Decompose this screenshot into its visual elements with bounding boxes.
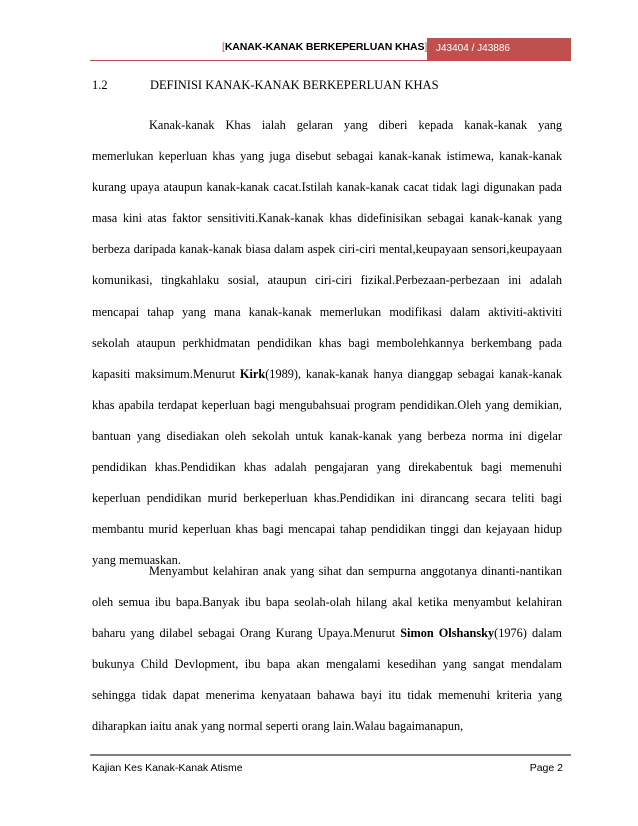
header-divider xyxy=(90,60,571,61)
paragraph-2-author: Simon Olshansky xyxy=(400,626,495,641)
footer-document-title: Kajian Kes Kanak-Kanak Atisme xyxy=(92,762,243,774)
body-paragraph-2 xyxy=(92,556,562,743)
paragraph-1-text-a: Kanak-kanak Khas ialah gelaran yang diberi kepada kanak-kanak yang memerlukan keperluan khas yang juga disebut sebagai kanak-kanak istimewa, kanak-kanak kurang upaya ataupun kanak-kanak cacat.Istilah kanak-kanak cacat tidak lagi digunakan pada masa kini atas faktor sensitiviti.Kanak-kanak khas didefinisikan sebagai kanak-kanak yang berbeza daripada kanak-kanak biasa dalam aspek ciri-ciri mental,keupayaan sensori,keupayaan komunikasi, tingkahlaku sosial, ataupun ciri-ciri fizikal.Perbezaan-perbezaan ini adalah mencapai tahap yang mana kanak-kanak memerlukan modifikasi dalam aktiviti-aktiviti sekolah ataupun perkhidmatan pendidikan khas bagi membolehkannya berkembang pada kapasiti maksimum.Menurut xyxy=(92,118,562,381)
footer-divider xyxy=(90,754,571,756)
section-title: DEFINISI KANAK-KANAK BERKEPERLUAN KHAS xyxy=(150,78,439,92)
footer-page-number: Page 2 xyxy=(529,762,563,774)
header-open-bracket: [ xyxy=(222,41,225,53)
page-header xyxy=(0,38,638,60)
paragraph-1-author: Kirk xyxy=(239,366,266,381)
header-code-box: J43404 / J43886 xyxy=(427,38,571,60)
paragraph-2-text-a: Menyambut kelahiran anak yang sihat dan sempurna anggotanya dinanti-nantikan oleh semua ibu bapa.Banyak ibu bapa seolah-olah hilang akal ketika menyambut kelahiran baharu yang dilabel sebagai Orang Kurang Upaya.Menurut xyxy=(92,564,562,641)
section-number: 1.2 xyxy=(92,78,108,92)
header-title xyxy=(222,41,427,53)
paragraph-2-text-b: (1976) dalam bukunya Child Devlopment, ibu bapa akan mengalami kesedihan yang sangat mendalam sehingga tidak dapat menerima kenyataan bahawa bayi itu tidak memenuhi kriteria yang diharapkan iaitu anak yang normal seperti orang lain.Walau bagaimanapun, xyxy=(92,626,562,734)
header-close-bracket: ] xyxy=(424,41,428,53)
paragraph-1-text-b: (1989), kanak-kanak hanya dianggap sebagai kanak-kanak khas apabila terdapat keperluan bagi mengubahsuai program pendidikan.Oleh yang demikian, bantuan yang disediakan oleh sekolah untuk kanak-kanak yang berbeza norma ini digelar pendidikan khas.Pendidikan khas adalah pengajaran yang direkabentuk bagi memenuhi keperluan pendidikan murid berkeperluan khas.Pendidikan ini dirancang secara teliti bagi membantu murid keperluan khas bagi mencapai tahap pendidikan tinggi dan kejayaan hidup yang memuaskan. xyxy=(92,366,562,568)
body-paragraph-1 xyxy=(92,110,562,576)
header-title-text: KANAK-KANAK BERKEPERLUAN KHAS xyxy=(224,41,425,53)
